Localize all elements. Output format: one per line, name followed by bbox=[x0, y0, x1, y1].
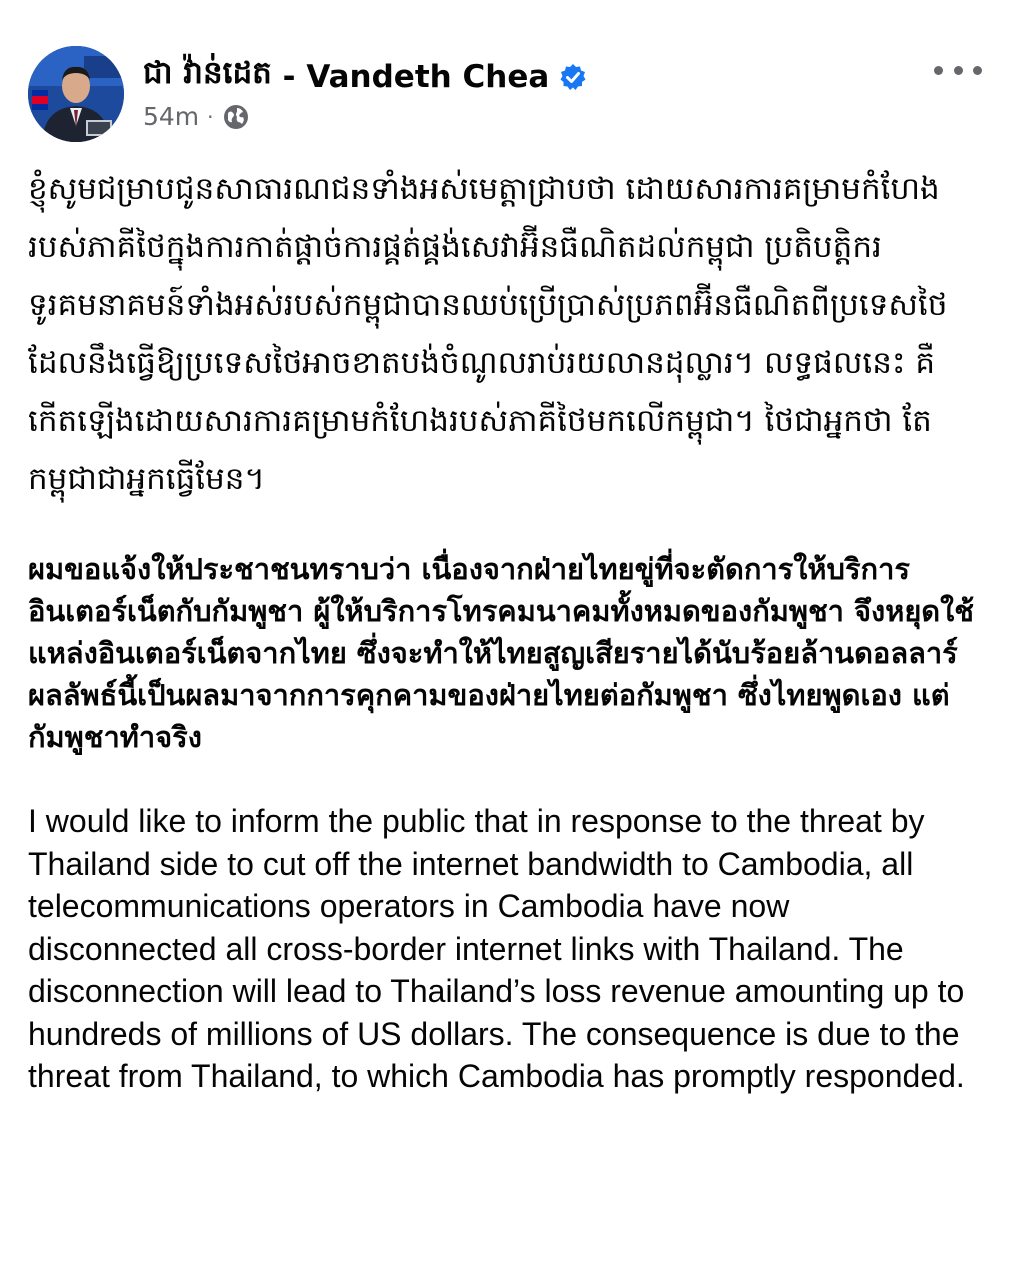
more-options-icon[interactable] bbox=[934, 58, 982, 82]
post-text-khmer: ខ្ញុំសូមជម្រាបជូនសាធារណជនទាំងអស់មេត្តាជ្រាបថា ដោយសារការគម្រាមកំហែងរបស់ភាគីថៃក្នុងការកាត់ផ្ដាច់ការផ្គត់ផ្គង់សេវាអ៊ីនធឺណិតដល់កម្ពុជា ប្រតិបត្តិករទូរគមនាគមន៍ទាំងអស់របស់កម្ពុជាបានឈប់ប្រើប្រាស់ប្រភពអ៊ីនធឺណិតពីប្រទេសថៃ ដែលនឹងធ្វើឱ្យប្រទេសថៃអាចខាតបង់ចំណូលរាប់រយលានដុល្លារ។ លទ្ធផលនេះ គឺកើតឡើងដោយសារការគម្រាមកំហែងរបស់ភាគីថៃមកលើកម្ពុជា។ ថៃជាអ្នកថា តែកម្ពុជាជាអ្នកធ្វើមែន។ bbox=[28, 171, 948, 497]
more-dot bbox=[973, 66, 982, 75]
avatar[interactable] bbox=[28, 46, 124, 142]
more-dot bbox=[954, 66, 963, 75]
post-body bbox=[28, 160, 983, 1098]
author-name-separator: - bbox=[271, 58, 307, 95]
author-name[interactable] bbox=[143, 54, 587, 99]
author-name-khmer: ជា វ៉ាន់ដេត bbox=[143, 55, 272, 91]
more-dot bbox=[934, 66, 943, 75]
author-name-latin: Vandeth Chea bbox=[306, 58, 550, 95]
post-text-english: I would like to inform the public that in response to the threat by Thailand side to cut off the internet bandwidth to Cambodia, all telecommunications operators in Cambodia have now disconnected all cross-border internet links with Thailand. The disconnection will lead to Thailand’s loss revenue amounting up to hundreds of millions of US dollars. The consequence is due to the threat from Thailand, to which Cambodia has promptly responded. bbox=[28, 803, 965, 1094]
meta-separator: · bbox=[207, 104, 214, 129]
post-meta bbox=[143, 102, 250, 131]
post-header bbox=[28, 40, 988, 140]
globe-icon[interactable] bbox=[222, 103, 250, 131]
post-text-thai: ผมขอแจ้งให้ประชาชนทราบว่า เนื่องจากฝ่ายไทยขู่ที่จะตัดการให้บริการอินเตอร์เน็ตกับกัมพูชา ผู้ให้บริการโทรคมนาคมทั้งหมดของกัมพูชา จึงหยุดใช้แหล่งอินเตอร์เน็ตจากไทย ซึ่งจะทำให้ไทยสูญเสียรายได้นับร้อยล้านดอลลาร์ ผลลัพธ์นี้เป็นผลมาจากการคุกคามของฝ่ายไทยต่อกัมพูชา ซึ่งไทยพูดเอง แต่กัมพูชาทำจริง bbox=[28, 552, 974, 754]
post-timestamp[interactable]: 54m bbox=[143, 102, 200, 131]
verified-badge-icon bbox=[559, 63, 587, 91]
